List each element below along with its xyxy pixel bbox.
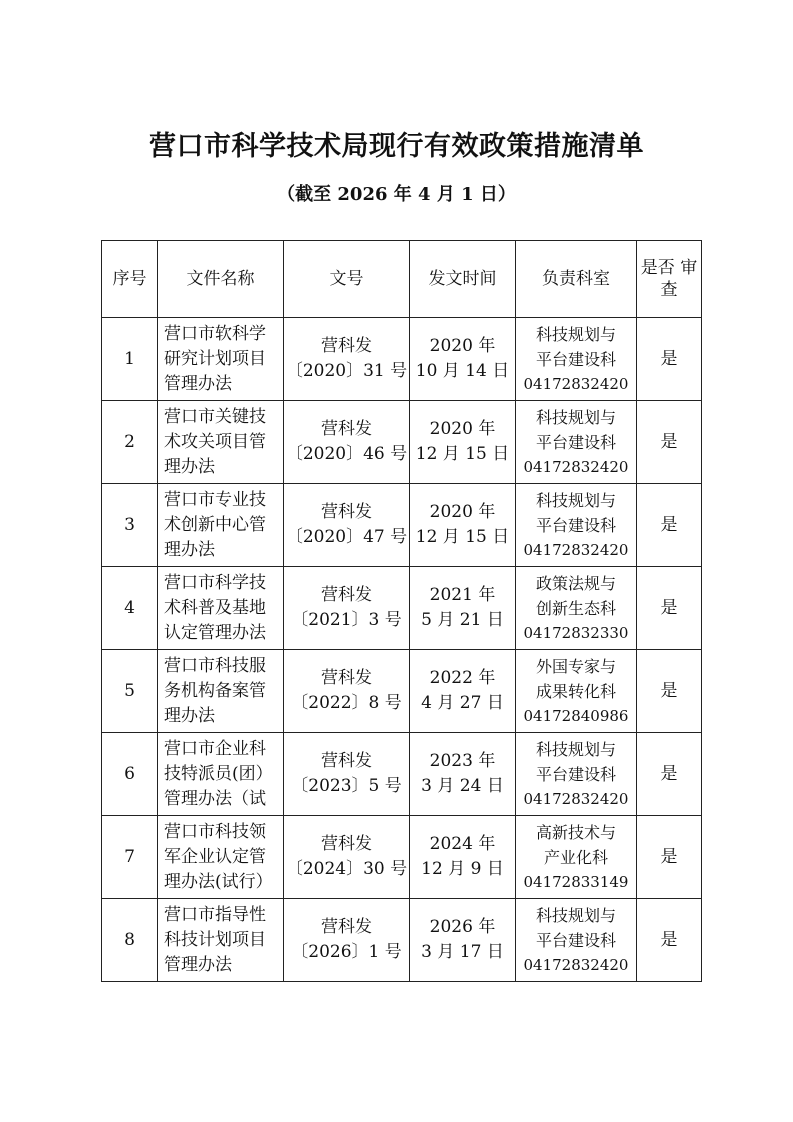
cell-name-text: 营口市关键技术攻关项目管理办法 [164,406,266,477]
dept-phone: 04172832420 [523,540,629,559]
doc-no-line2: 〔2022〕8 号 [291,693,402,713]
dept-line1: 科技规划与 [535,905,616,925]
cell-dept [516,816,637,899]
dept-line1: 科技规划与 [535,324,616,344]
doc-no-line1: 营科发 [321,585,372,605]
doc-no-line2: 〔2021〕3 号 [291,610,402,630]
cell-doc-no [284,484,410,567]
header-date: 发文时间 [410,241,516,318]
cell-dept [516,567,637,650]
document-title: 营口市科学技术局现行有效政策措施清单 [149,131,644,162]
dept-phone: 04172832420 [523,457,629,476]
doc-no-line2: 〔2020〕31 号 [285,361,408,381]
doc-no-line1: 营科发 [321,419,372,439]
cell-index: 1 [102,318,158,401]
dept-line1: 科技规划与 [535,407,616,427]
cell-index: 5 [102,650,158,733]
doc-no-line2: 〔2023〕5 号 [291,776,402,796]
doc-no-line2: 〔2020〕46 号 [285,444,408,464]
cell-date [410,401,516,484]
cell-review: 是 [637,318,702,401]
dept-phone: 04172832330 [523,623,629,642]
header-review-line2: 审查 [660,258,698,300]
table-row [102,567,702,650]
cell-name-text: 营口市科学技术科普及基地认定管理办法 [164,572,266,643]
cell-name-text: 营口市企业科技特派员(团）管理办法（试 [164,738,273,809]
date-line2: 10 月 14 日 [415,361,510,381]
cell-dept [516,484,637,567]
cell-review: 是 [637,401,702,484]
cell-date [410,899,516,982]
cell-review: 是 [637,484,702,567]
cell-name [158,733,284,816]
cell-name [158,816,284,899]
date-line2: 3 月 24 日 [421,776,504,796]
cell-doc-no [284,650,410,733]
dept-phone: 04172840986 [523,706,629,725]
dept-line1: 高新技术与 [535,822,616,842]
doc-no-line1: 营科发 [321,668,372,688]
cell-review: 是 [637,567,702,650]
table-row [102,733,702,816]
dept-line1: 科技规划与 [535,739,616,759]
date-line2: 12 月 15 日 [415,527,510,547]
dept-line2: 成果转化科 [535,681,616,701]
date-line1: 2024 年 [429,834,496,854]
header-dept: 负责科室 [516,241,637,318]
doc-no-line1: 营科发 [321,502,372,522]
doc-no-line2: 〔2026〕1 号 [291,942,402,962]
cell-name-text: 营口市科技服务机构备案管理办法 [164,655,266,726]
dept-line2: 平台建设科 [535,930,616,950]
cell-name-text: 营口市指导性科技计划项目管理办法 [164,904,266,975]
doc-no-line1: 营科发 [321,751,372,771]
dept-line2: 平台建设科 [535,515,616,535]
table-row [102,816,702,899]
dept-line1: 科技规划与 [535,490,616,510]
cell-dept [516,401,637,484]
table-row [102,650,702,733]
cell-dept [516,899,637,982]
cell-name [158,318,284,401]
cell-name [158,899,284,982]
cell-date [410,318,516,401]
dept-line2: 平台建设科 [535,349,616,369]
cell-doc-no [284,816,410,899]
cell-index: 7 [102,816,158,899]
cell-date [410,733,516,816]
cell-review: 是 [637,733,702,816]
dept-phone: 04172832420 [523,374,629,393]
cell-name [158,650,284,733]
header-review-line1: 是否 [640,258,675,278]
date-line2: 3 月 17 日 [421,942,504,962]
date-line2: 4 月 27 日 [421,693,504,713]
cell-index: 8 [102,899,158,982]
cell-name-text: 营口市软科学研究计划项目管理办法 [164,323,266,394]
cell-doc-no [284,318,410,401]
date-line2: 12 月 15 日 [415,444,510,464]
doc-no-line2: 〔2020〕47 号 [285,527,408,547]
doc-no-line1: 营科发 [321,336,372,356]
dept-phone: 04172832420 [523,955,629,974]
cell-date [410,484,516,567]
doc-no-line1: 营科发 [321,917,372,937]
dept-line1: 政策法规与 [535,573,616,593]
cell-review: 是 [637,899,702,982]
table-header-row [102,241,702,318]
date-line1: 2020 年 [429,419,496,439]
date-line1: 2022 年 [429,668,496,688]
dept-line1: 外国专家与 [535,656,616,676]
cell-review: 是 [637,816,702,899]
cell-doc-no [284,567,410,650]
date-line1: 2023 年 [429,751,496,771]
dept-line2: 创新生态科 [535,598,616,618]
table-row [102,484,702,567]
date-line1: 2020 年 [429,502,496,522]
cell-dept [516,650,637,733]
cell-name-text: 营口市专业技术创新中心管理办法 [164,489,266,560]
header-index: 序号 [102,241,158,318]
cell-doc-no [284,733,410,816]
cell-index: 3 [102,484,158,567]
cell-date [410,567,516,650]
dept-line2: 平台建设科 [535,764,616,784]
cell-dept [516,318,637,401]
dept-line2: 产业化科 [543,847,608,867]
header-name: 文件名称 [158,241,284,318]
doc-no-line1: 营科发 [321,834,372,854]
cell-doc-no [284,401,410,484]
dept-phone: 04172833149 [523,872,629,891]
date-line2: 12 月 9 日 [421,859,504,879]
table-row [102,318,702,401]
cell-dept [516,733,637,816]
table-row [102,401,702,484]
cell-index: 4 [102,567,158,650]
cell-name [158,484,284,567]
table-row [102,899,702,982]
cell-name-text: 营口市科技领军企业认定管理办法(试行） [164,821,273,892]
header-review [637,241,702,318]
document-subtitle: （截至 2026 年 4 月 1 日） [277,184,516,205]
date-line2: 5 月 21 日 [421,610,504,630]
date-line1: 2021 年 [429,585,496,605]
header-doc-no: 文号 [284,241,410,318]
doc-no-line2: 〔2024〕30 号 [285,859,408,879]
cell-name [158,567,284,650]
date-line1: 2020 年 [429,336,496,356]
dept-phone: 04172832420 [523,789,629,808]
cell-date [410,816,516,899]
policy-table [101,240,702,982]
cell-review: 是 [637,650,702,733]
cell-name [158,401,284,484]
cell-index: 6 [102,733,158,816]
cell-doc-no [284,899,410,982]
cell-date [410,650,516,733]
date-line1: 2026 年 [429,917,496,937]
cell-index: 2 [102,401,158,484]
dept-line2: 平台建设科 [535,432,616,452]
